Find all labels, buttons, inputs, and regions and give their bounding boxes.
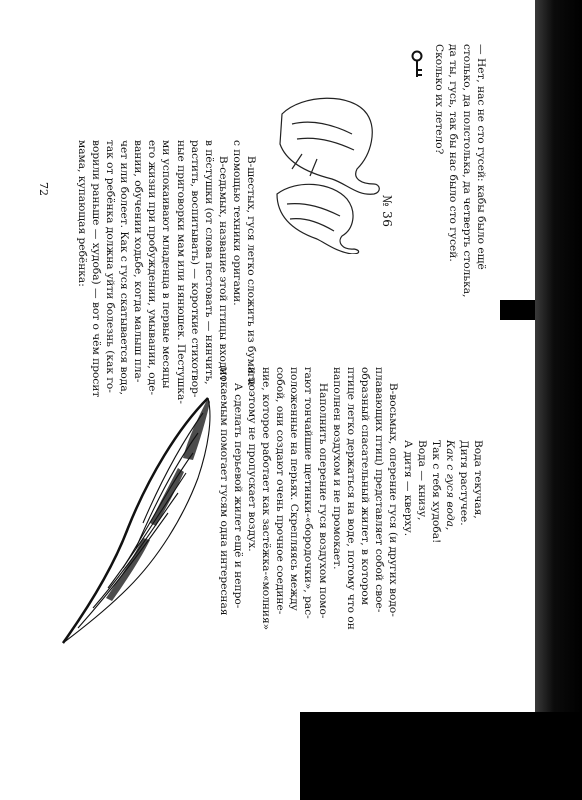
- verse-line: А дитя — кверху.: [401, 440, 414, 537]
- verse-line: Вода — книзу,: [415, 440, 428, 521]
- poem-top: [432, 44, 488, 297]
- wing-illustration: [58, 388, 218, 652]
- paragraph-line: ворили раньше — худоба) — вот о чём просит: [89, 140, 102, 398]
- paragraph-line: А сделать перьевой жилет ещё и непро-: [231, 382, 244, 609]
- poem-line: — Нет, нас не сто гусей: кабы было ещё: [475, 44, 487, 270]
- scan-shadow-edge: [535, 0, 582, 800]
- paragraph-line: так от ребёнка должна уйти болезнь (как го-: [104, 140, 117, 393]
- paragraph-line: В-восьмых, оперение гуся (и других водо-: [387, 382, 399, 617]
- poem-line: столько, да полстолька, да четверть столька,: [460, 44, 473, 298]
- paragraph-line: В-седьмых, название этой птицы входит: [216, 155, 229, 382]
- key-icon: [407, 50, 427, 84]
- geese-illustration: [262, 84, 392, 258]
- paragraph-line: плавающих птиц) представляет собой свое-: [372, 367, 385, 613]
- paragraph-line: образный спасательный жилет, в котором: [358, 367, 371, 606]
- paragraph-line: наполнен воздухом и не промокает.: [330, 367, 343, 570]
- verse-block: [400, 440, 485, 543]
- verse-line: Вода текучая,: [472, 440, 484, 519]
- paragraph-line: растить, воспитывать) — короткие стихотвор-: [188, 140, 201, 398]
- paragraph-line: ми успокаивают младенца в первые месяцы: [160, 140, 173, 389]
- paragraph-line: вании, обучении ходьбе, когда малыш пла-: [132, 140, 145, 383]
- section-number: № 36: [380, 195, 394, 228]
- paragraph-line: птице легко держаться на воде, потому что он: [344, 367, 357, 630]
- paragraph-line: в пёстушки (от слова пестовать — нянчить,: [202, 140, 215, 385]
- poem-line: да ты, гусь, так бы нас было сто гусей.: [446, 44, 459, 262]
- paragraph-line: собой, они создают очень прочное соедине-: [274, 367, 287, 615]
- paragraph-line: ние, которое работает как застёжка-«молния»: [260, 367, 273, 631]
- paragraph-line: ные приговорки мам или нянюшек. Пестушка-: [174, 140, 187, 404]
- paragraph-line: В-шестых, гуся легко сложить из бумаги: [245, 155, 257, 386]
- paragraph-line: гают тончайшие щетинки-«бородочки», рас-: [302, 367, 315, 619]
- verse-line: Так с тебя худоба!: [429, 440, 442, 544]
- scan-shadow-bottom: [300, 712, 582, 800]
- paragraph-line: Наполнить оперение гуся воздухом помо-: [316, 382, 329, 619]
- page-number: 72: [37, 182, 50, 196]
- paragraph-line: мама, купающая ребёнка:: [75, 140, 88, 287]
- text-block-right: [217, 367, 400, 630]
- verse-line: Дитя растучее.: [457, 440, 470, 526]
- verse-line: Как с гуся вода,: [443, 440, 456, 531]
- paragraph-line: мокаемым помогает гусям одна интересная: [217, 367, 230, 616]
- paragraph-line: положенные на перьях. Скрепляясь между: [288, 367, 301, 611]
- paragraph-line: чет или болеет. Как с гуся скатывается вода,: [118, 140, 131, 396]
- paragraph-line: его жизни при пробуждении, умывании, оде-: [146, 140, 159, 396]
- paragraph-line: и поэтому не пропускает воздух.: [246, 367, 259, 552]
- poem-line: Сколько их летело?: [432, 44, 445, 155]
- paragraph-line: с помощью техники оригами.: [230, 140, 243, 306]
- text-block-left: [75, 140, 258, 404]
